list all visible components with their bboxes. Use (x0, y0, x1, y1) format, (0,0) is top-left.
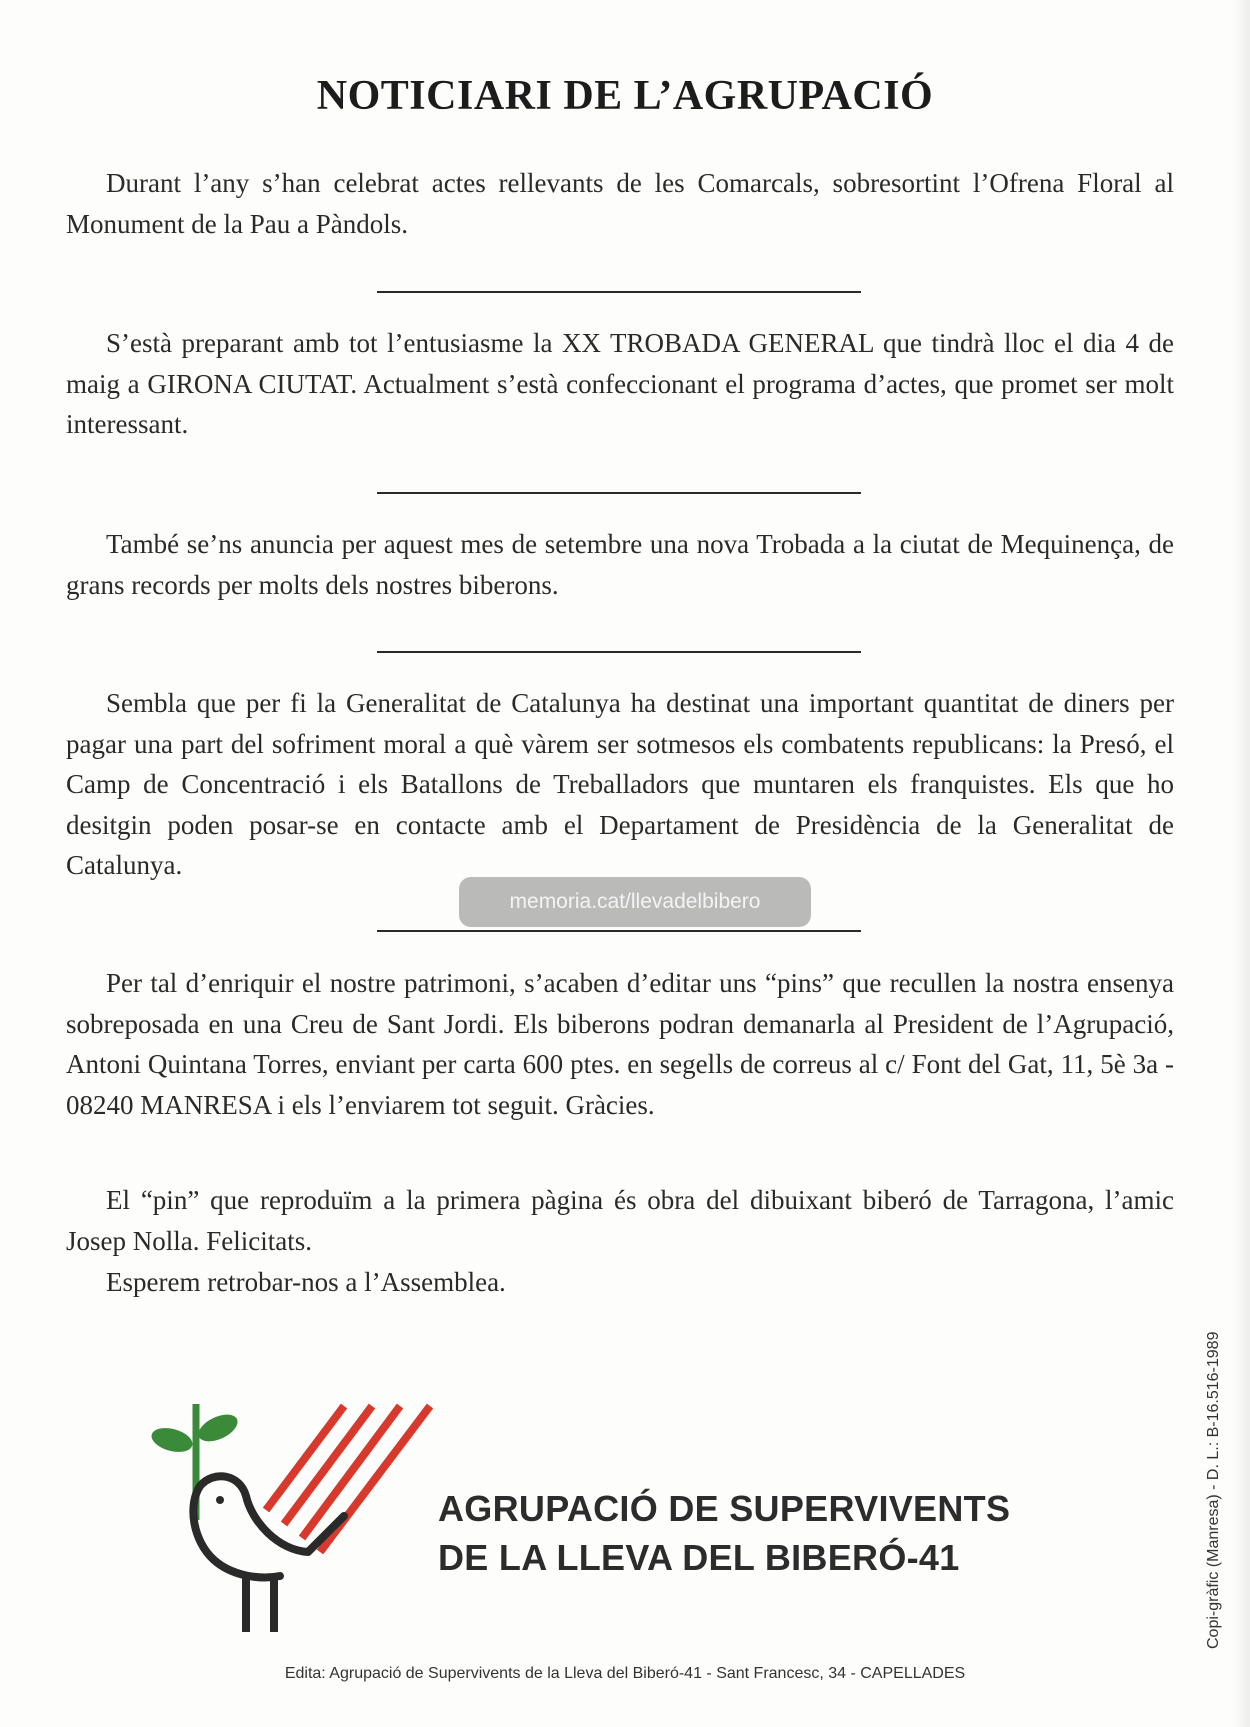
paragraph-4: Sembla que per fi la Generalitat de Catalunya ha destinat una important quantitat de diners per pagar una part del sofriment moral a què vàrem ser sotmesos els combatents republicans: la Presó, el Camp de Concentració i els Batallons de Treballadors que muntaren els franquistes. Els que ho desitgin poden posar-se en contacte amb el Departament de Presidència de la Generalitat de Catalunya. (66, 688, 1174, 880)
organization-name (438, 1484, 1010, 1582)
paragraph-1: Durant l’any s’han celebrat actes rellevants de les Comarcals, sobresortint l’Ofrena Floral al Monument de la Pau a Pàndols. (66, 168, 1174, 239)
dove-logo-icon (148, 1400, 448, 1636)
paragraph-2: S’està preparant amb tot l’entusiasme la XX TROBADA GENERAL que tindrà lloc el dia 4 de maig a GIRONA CIUTAT. Actualment s’està confeccionant el programa d’actes, que promet ser molt interessant. (66, 328, 1174, 439)
organization-line-2: DE LA LLEVA DEL BIBERÓ-41 (438, 1537, 960, 1578)
paragraph-3: També se’ns anuncia per aquest mes de setembre una nova Trobada a la ciutat de Mequinença, de grans records per molts dels nostres biberons. (66, 529, 1174, 600)
organization-line-1: AGRUPACIÓ DE SUPERVIVENTS (438, 1488, 1011, 1529)
paragraph-6: El “pin” que reproduïm a la primera pàgina és obra del dibuixant biberó de Tarragona, l’amic Josep Nolla. Felicitats. (66, 1185, 1174, 1256)
separator-rule (377, 291, 861, 293)
paragraph-5: Per tal d’enriquir el nostre patrimoni, s’acaben d’editar uns “pins” que recullen la nostra ensenya sobreposada en una Creu de Sant Jordi. Els biberons podran demanarla al President de l’Agrupació, Antoni Quintana Torres, enviant per carta 600 ptes. en segells de correus al c/ Font del Gat, 11, 5è 3a - 08240 MANRESA i els l’enviarem tot seguit. Gràcies. (66, 968, 1174, 1120)
page-edge-shadow (1232, 0, 1250, 1727)
paragraph-7: Esperem retrobar-nos a l’Assemblea. (106, 1267, 506, 1297)
separator-rule (377, 492, 861, 494)
printer-credit: Copi-gràfic (Manresa) - D. L.: B-16.516-1989 (1205, 1331, 1222, 1649)
separator-rule (377, 651, 861, 653)
separator-rule (377, 930, 861, 932)
watermark-badge: memoria.cat/llevadelbibero (459, 877, 811, 927)
publisher-footer: Edita: Agrupació de Supervivents de la Lleva del Biberó-41 - Sant Francesc, 34 - CAPELLADES (284, 1665, 966, 1682)
page-title: NOTICIARI DE L’AGRUPACIÓ (316, 73, 934, 119)
